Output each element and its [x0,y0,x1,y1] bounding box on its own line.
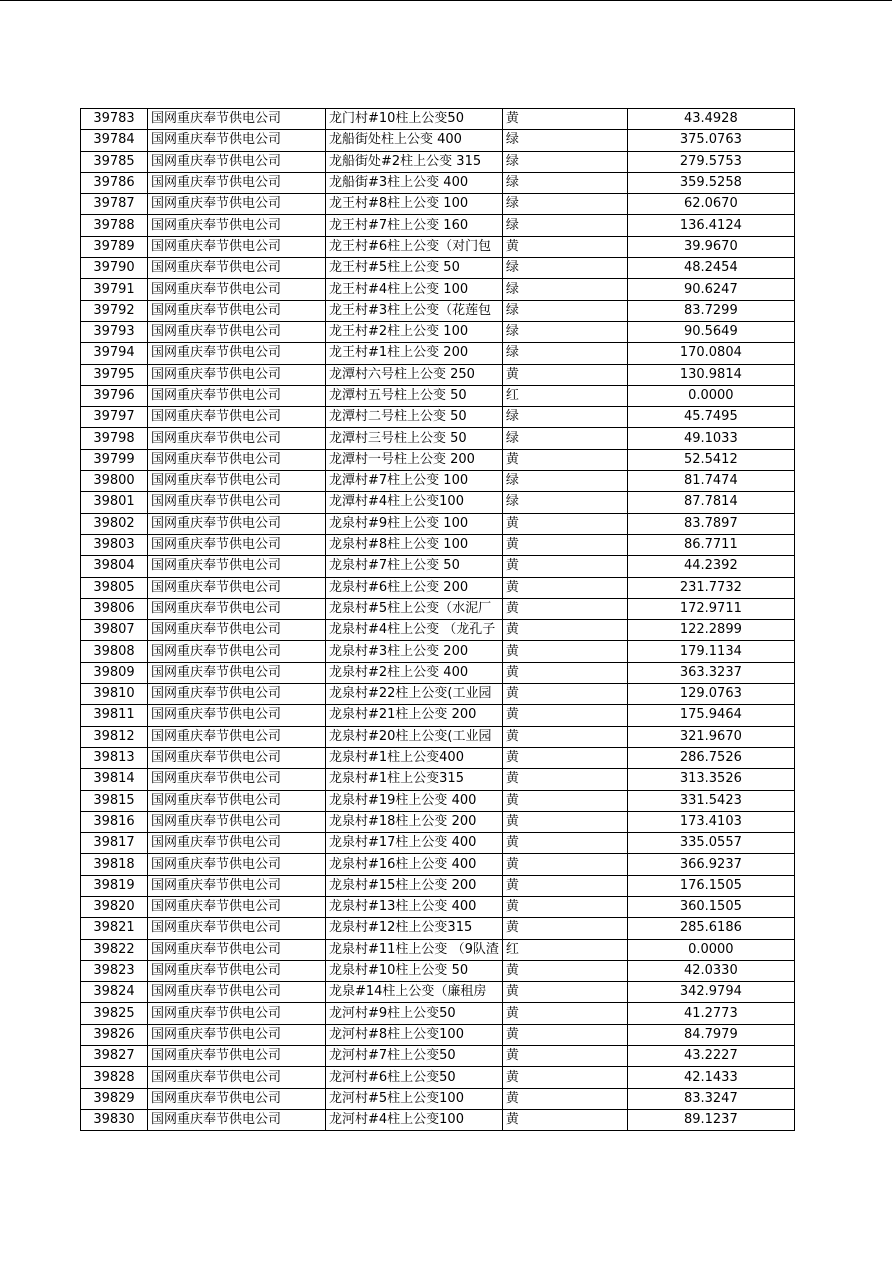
row-id-cell: 39800 [81,471,148,492]
row-id-cell: 39783 [81,109,148,130]
transformer-name-cell: 龙船街处柱上公变 400 [326,130,503,151]
value-cell: 87.7814 [627,492,794,513]
table-row [81,960,795,981]
row-id-cell: 39815 [81,790,148,811]
transformer-name-cell: 龙潭村五号柱上公变 50 [326,385,503,406]
row-id-cell: 39829 [81,1088,148,1109]
table-row [81,641,795,662]
company-cell: 国网重庆奉节供电公司 [148,1088,326,1109]
value-cell: 84.7979 [627,1024,794,1045]
transformer-name-cell: 龙王村#5柱上公变 50 [326,258,503,279]
company-cell: 国网重庆奉节供电公司 [148,385,326,406]
status-cell: 黄 [502,918,627,939]
company-cell: 国网重庆奉节供电公司 [148,449,326,470]
table-row [81,875,795,896]
company-cell: 国网重庆奉节供电公司 [148,215,326,236]
status-cell: 红 [502,385,627,406]
transformer-name-cell: 龙王村#6柱上公变（对门包 [326,236,503,257]
status-cell: 黄 [502,705,627,726]
table-row [81,982,795,1003]
row-id-cell: 39811 [81,705,148,726]
value-cell: 43.2227 [627,1046,794,1067]
row-id-cell: 39790 [81,258,148,279]
row-id-cell: 39824 [81,982,148,1003]
row-id-cell: 39822 [81,939,148,960]
status-cell: 黄 [502,1046,627,1067]
row-id-cell: 39830 [81,1109,148,1130]
transformer-name-cell: 龙泉村#15柱上公变 200 [326,875,503,896]
row-id-cell: 39797 [81,407,148,428]
transformer-name-cell: 龙潭村#7柱上公变 100 [326,471,503,492]
company-cell: 国网重庆奉节供电公司 [148,790,326,811]
row-id-cell: 39791 [81,279,148,300]
company-cell: 国网重庆奉节供电公司 [148,407,326,428]
status-cell: 黄 [502,769,627,790]
company-cell: 国网重庆奉节供电公司 [148,151,326,172]
value-cell: 375.0763 [627,130,794,151]
row-id-cell: 39826 [81,1024,148,1045]
table-row [81,1024,795,1045]
status-cell: 绿 [502,130,627,151]
row-id-cell: 39806 [81,598,148,619]
table-row [81,534,795,555]
table-row [81,918,795,939]
status-cell: 黄 [502,662,627,683]
company-cell: 国网重庆奉节供电公司 [148,875,326,896]
company-cell: 国网重庆奉节供电公司 [148,471,326,492]
table-row [81,513,795,534]
value-cell: 279.5753 [627,151,794,172]
status-cell: 黄 [502,790,627,811]
value-cell: 42.0330 [627,960,794,981]
row-id-cell: 39793 [81,321,148,342]
company-cell: 国网重庆奉节供电公司 [148,769,326,790]
value-cell: 285.6186 [627,918,794,939]
company-cell: 国网重庆奉节供电公司 [148,172,326,193]
company-cell: 国网重庆奉节供电公司 [148,641,326,662]
company-cell: 国网重庆奉节供电公司 [148,705,326,726]
status-cell: 黄 [502,598,627,619]
company-cell: 国网重庆奉节供电公司 [148,1109,326,1130]
transformer-name-cell: 龙河村#5柱上公变100 [326,1088,503,1109]
row-id-cell: 39807 [81,620,148,641]
row-id-cell: 39821 [81,918,148,939]
table-row [81,407,795,428]
row-id-cell: 39805 [81,577,148,598]
row-id-cell: 39828 [81,1067,148,1088]
row-id-cell: 39827 [81,1046,148,1067]
status-cell: 黄 [502,960,627,981]
value-cell: 122.2899 [627,620,794,641]
value-cell: 52.5412 [627,449,794,470]
company-cell: 国网重庆奉节供电公司 [148,300,326,321]
status-cell: 绿 [502,258,627,279]
table-row [81,705,795,726]
value-cell: 335.0557 [627,833,794,854]
value-cell: 136.4124 [627,215,794,236]
row-id-cell: 39817 [81,833,148,854]
status-cell: 绿 [502,407,627,428]
value-cell: 39.9670 [627,236,794,257]
status-cell: 黄 [502,811,627,832]
value-cell: 81.7474 [627,471,794,492]
transformer-name-cell: 龙潭村一号柱上公变 200 [326,449,503,470]
transformer-name-cell: 龙泉村#18柱上公变 200 [326,811,503,832]
company-cell: 国网重庆奉节供电公司 [148,364,326,385]
company-cell: 国网重庆奉节供电公司 [148,492,326,513]
status-cell: 黄 [502,620,627,641]
value-cell: 331.5423 [627,790,794,811]
company-cell: 国网重庆奉节供电公司 [148,343,326,364]
transformer-name-cell: 龙河村#4柱上公变100 [326,1109,503,1130]
table-row [81,598,795,619]
value-cell: 83.3247 [627,1088,794,1109]
table-row [81,854,795,875]
row-id-cell: 39794 [81,343,148,364]
table-row [81,364,795,385]
value-cell: 90.5649 [627,321,794,342]
value-cell: 321.9670 [627,726,794,747]
status-cell: 黄 [502,896,627,917]
value-cell: 83.7299 [627,300,794,321]
transformer-name-cell: 龙王村#8柱上公变 100 [326,194,503,215]
row-id-cell: 39786 [81,172,148,193]
table-row [81,1109,795,1130]
table-row [81,620,795,641]
table-row [81,577,795,598]
status-cell: 黄 [502,1088,627,1109]
transformer-name-cell: 龙潭村二号柱上公变 50 [326,407,503,428]
value-cell: 231.7732 [627,577,794,598]
transformer-name-cell: 龙泉村#1柱上公变315 [326,769,503,790]
table-row [81,172,795,193]
transformer-name-cell: 龙泉村#9柱上公变 100 [326,513,503,534]
transformer-name-cell: 龙门村#10柱上公变50 [326,109,503,130]
status-cell: 绿 [502,343,627,364]
table-row [81,747,795,768]
page-top-border [0,0,892,1]
company-cell: 国网重庆奉节供电公司 [148,918,326,939]
transformer-name-cell: 龙河村#6柱上公变50 [326,1067,503,1088]
company-cell: 国网重庆奉节供电公司 [148,258,326,279]
status-cell: 黄 [502,747,627,768]
table-row [81,109,795,130]
transformer-name-cell: 龙王村#3柱上公变（花莲包 [326,300,503,321]
transformer-name-cell: 龙泉村#8柱上公变 100 [326,534,503,555]
table-row [81,726,795,747]
transformer-name-cell: 龙泉村#20柱上公变(工业园 [326,726,503,747]
company-cell: 国网重庆奉节供电公司 [148,811,326,832]
value-cell: 62.0670 [627,194,794,215]
table-row [81,279,795,300]
status-cell: 黄 [502,684,627,705]
transformer-name-cell: 龙泉村#10柱上公变 50 [326,960,503,981]
status-cell: 黄 [502,1024,627,1045]
company-cell: 国网重庆奉节供电公司 [148,321,326,342]
transformer-name-cell: 龙泉村#12柱上公变315 [326,918,503,939]
company-cell: 国网重庆奉节供电公司 [148,534,326,555]
value-cell: 0.0000 [627,385,794,406]
table-row [81,556,795,577]
status-cell: 黄 [502,364,627,385]
status-cell: 绿 [502,194,627,215]
table-row [81,343,795,364]
transformer-name-cell: 龙泉村#7柱上公变 50 [326,556,503,577]
transformer-name-cell: 龙泉村#13柱上公变 400 [326,896,503,917]
company-cell: 国网重庆奉节供电公司 [148,684,326,705]
table-row [81,385,795,406]
row-id-cell: 39812 [81,726,148,747]
value-cell: 48.2454 [627,258,794,279]
row-id-cell: 39810 [81,684,148,705]
table-row [81,939,795,960]
value-cell: 42.1433 [627,1067,794,1088]
company-cell: 国网重庆奉节供电公司 [148,1046,326,1067]
table-row [81,130,795,151]
row-id-cell: 39825 [81,1003,148,1024]
value-cell: 173.4103 [627,811,794,832]
transformer-name-cell: 龙泉村#22柱上公变(工业园 [326,684,503,705]
value-cell: 45.7495 [627,407,794,428]
transformer-name-cell: 龙泉村#11柱上公变 （9队渣 [326,939,503,960]
company-cell: 国网重庆奉节供电公司 [148,896,326,917]
status-cell: 黄 [502,1109,627,1130]
row-id-cell: 39801 [81,492,148,513]
table-row [81,151,795,172]
transformer-name-cell: 龙泉村#21柱上公变 200 [326,705,503,726]
value-cell: 179.1134 [627,641,794,662]
value-cell: 86.7711 [627,534,794,555]
table-row [81,1088,795,1109]
value-cell: 89.1237 [627,1109,794,1130]
company-cell: 国网重庆奉节供电公司 [148,833,326,854]
value-cell: 41.2773 [627,1003,794,1024]
transformer-name-cell: 龙潭村#4柱上公变100 [326,492,503,513]
value-cell: 90.6247 [627,279,794,300]
status-cell: 绿 [502,428,627,449]
status-cell: 绿 [502,151,627,172]
table-row [81,769,795,790]
transformer-name-cell: 龙船街处#2柱上公变 315 [326,151,503,172]
table-row [81,833,795,854]
transformer-name-cell: 龙潭村六号柱上公变 250 [326,364,503,385]
status-cell: 黄 [502,534,627,555]
row-id-cell: 39796 [81,385,148,406]
value-cell: 360.1505 [627,896,794,917]
table-row [81,236,795,257]
row-id-cell: 39802 [81,513,148,534]
row-id-cell: 39789 [81,236,148,257]
status-cell: 黄 [502,577,627,598]
row-id-cell: 39785 [81,151,148,172]
company-cell: 国网重庆奉节供电公司 [148,939,326,960]
value-cell: 44.2392 [627,556,794,577]
row-id-cell: 39823 [81,960,148,981]
status-cell: 黄 [502,854,627,875]
company-cell: 国网重庆奉节供电公司 [148,279,326,300]
value-cell: 129.0763 [627,684,794,705]
status-cell: 黄 [502,449,627,470]
company-cell: 国网重庆奉节供电公司 [148,556,326,577]
company-cell: 国网重庆奉节供电公司 [148,960,326,981]
status-cell: 红 [502,939,627,960]
transformer-name-cell: 龙河村#8柱上公变100 [326,1024,503,1045]
transformer-table [80,108,795,1131]
table-row [81,258,795,279]
status-cell: 黄 [502,109,627,130]
transformer-name-cell: 龙王村#2柱上公变 100 [326,321,503,342]
row-id-cell: 39813 [81,747,148,768]
transformer-name-cell: 龙泉#14柱上公变（廉租房 [326,982,503,1003]
transformer-name-cell: 龙泉村#5柱上公变（水泥厂 [326,598,503,619]
transformer-name-cell: 龙泉村#4柱上公变 （龙孔子 [326,620,503,641]
transformer-name-cell: 龙王村#4柱上公变 100 [326,279,503,300]
status-cell: 黄 [502,236,627,257]
value-cell: 83.7897 [627,513,794,534]
value-cell: 359.5258 [627,172,794,193]
company-cell: 国网重庆奉节供电公司 [148,577,326,598]
table-row [81,790,795,811]
status-cell: 绿 [502,492,627,513]
value-cell: 170.0804 [627,343,794,364]
status-cell: 黄 [502,641,627,662]
company-cell: 国网重庆奉节供电公司 [148,662,326,683]
status-cell: 绿 [502,300,627,321]
table-row [81,471,795,492]
company-cell: 国网重庆奉节供电公司 [148,1003,326,1024]
status-cell: 黄 [502,513,627,534]
status-cell: 绿 [502,172,627,193]
table-row [81,811,795,832]
value-cell: 313.3526 [627,769,794,790]
row-id-cell: 39804 [81,556,148,577]
table-body [81,109,795,1131]
table-row [81,1046,795,1067]
company-cell: 国网重庆奉节供电公司 [148,1067,326,1088]
status-cell: 黄 [502,982,627,1003]
row-id-cell: 39803 [81,534,148,555]
transformer-name-cell: 龙潭村三号柱上公变 50 [326,428,503,449]
transformer-name-cell: 龙船街#3柱上公变 400 [326,172,503,193]
company-cell: 国网重庆奉节供电公司 [148,236,326,257]
company-cell: 国网重庆奉节供电公司 [148,109,326,130]
value-cell: 0.0000 [627,939,794,960]
value-cell: 176.1505 [627,875,794,896]
status-cell: 黄 [502,1067,627,1088]
status-cell: 黄 [502,875,627,896]
transformer-name-cell: 龙泉村#2柱上公变 400 [326,662,503,683]
row-id-cell: 39814 [81,769,148,790]
transformer-name-cell: 龙泉村#1柱上公变400 [326,747,503,768]
company-cell: 国网重庆奉节供电公司 [148,130,326,151]
table-row [81,684,795,705]
status-cell: 黄 [502,556,627,577]
row-id-cell: 39795 [81,364,148,385]
company-cell: 国网重庆奉节供电公司 [148,428,326,449]
transformer-name-cell: 龙泉村#16柱上公变 400 [326,854,503,875]
value-cell: 286.7526 [627,747,794,768]
row-id-cell: 39784 [81,130,148,151]
status-cell: 黄 [502,726,627,747]
value-cell: 49.1033 [627,428,794,449]
company-cell: 国网重庆奉节供电公司 [148,620,326,641]
row-id-cell: 39808 [81,641,148,662]
transformer-name-cell: 龙王村#7柱上公变 160 [326,215,503,236]
table-row [81,449,795,470]
table-row [81,1067,795,1088]
company-cell: 国网重庆奉节供电公司 [148,854,326,875]
table-row [81,300,795,321]
status-cell: 绿 [502,321,627,342]
row-id-cell: 39788 [81,215,148,236]
value-cell: 175.9464 [627,705,794,726]
row-id-cell: 39809 [81,662,148,683]
row-id-cell: 39792 [81,300,148,321]
value-cell: 130.9814 [627,364,794,385]
company-cell: 国网重庆奉节供电公司 [148,513,326,534]
value-cell: 172.9711 [627,598,794,619]
value-cell: 342.9794 [627,982,794,1003]
status-cell: 黄 [502,1003,627,1024]
transformer-name-cell: 龙河村#7柱上公变50 [326,1046,503,1067]
table-row [81,662,795,683]
transformer-name-cell: 龙王村#1柱上公变 200 [326,343,503,364]
status-cell: 绿 [502,215,627,236]
transformer-name-cell: 龙泉村#19柱上公变 400 [326,790,503,811]
value-cell: 366.9237 [627,854,794,875]
company-cell: 国网重庆奉节供电公司 [148,194,326,215]
transformer-name-cell: 龙泉村#17柱上公变 400 [326,833,503,854]
transformer-name-cell: 龙泉村#3柱上公变 200 [326,641,503,662]
row-id-cell: 39799 [81,449,148,470]
table-row [81,492,795,513]
transformer-name-cell: 龙泉村#6柱上公变 200 [326,577,503,598]
company-cell: 国网重庆奉节供电公司 [148,726,326,747]
value-cell: 363.3237 [627,662,794,683]
company-cell: 国网重庆奉节供电公司 [148,747,326,768]
value-cell: 43.4928 [627,109,794,130]
table-row [81,215,795,236]
row-id-cell: 39798 [81,428,148,449]
row-id-cell: 39820 [81,896,148,917]
row-id-cell: 39819 [81,875,148,896]
transformer-name-cell: 龙河村#9柱上公变50 [326,1003,503,1024]
table-row [81,1003,795,1024]
status-cell: 黄 [502,833,627,854]
row-id-cell: 39818 [81,854,148,875]
table-row [81,321,795,342]
company-cell: 国网重庆奉节供电公司 [148,982,326,1003]
company-cell: 国网重庆奉节供电公司 [148,598,326,619]
status-cell: 绿 [502,279,627,300]
table-row [81,194,795,215]
table-row [81,896,795,917]
table-row [81,428,795,449]
company-cell: 国网重庆奉节供电公司 [148,1024,326,1045]
row-id-cell: 39816 [81,811,148,832]
status-cell: 绿 [502,471,627,492]
row-id-cell: 39787 [81,194,148,215]
